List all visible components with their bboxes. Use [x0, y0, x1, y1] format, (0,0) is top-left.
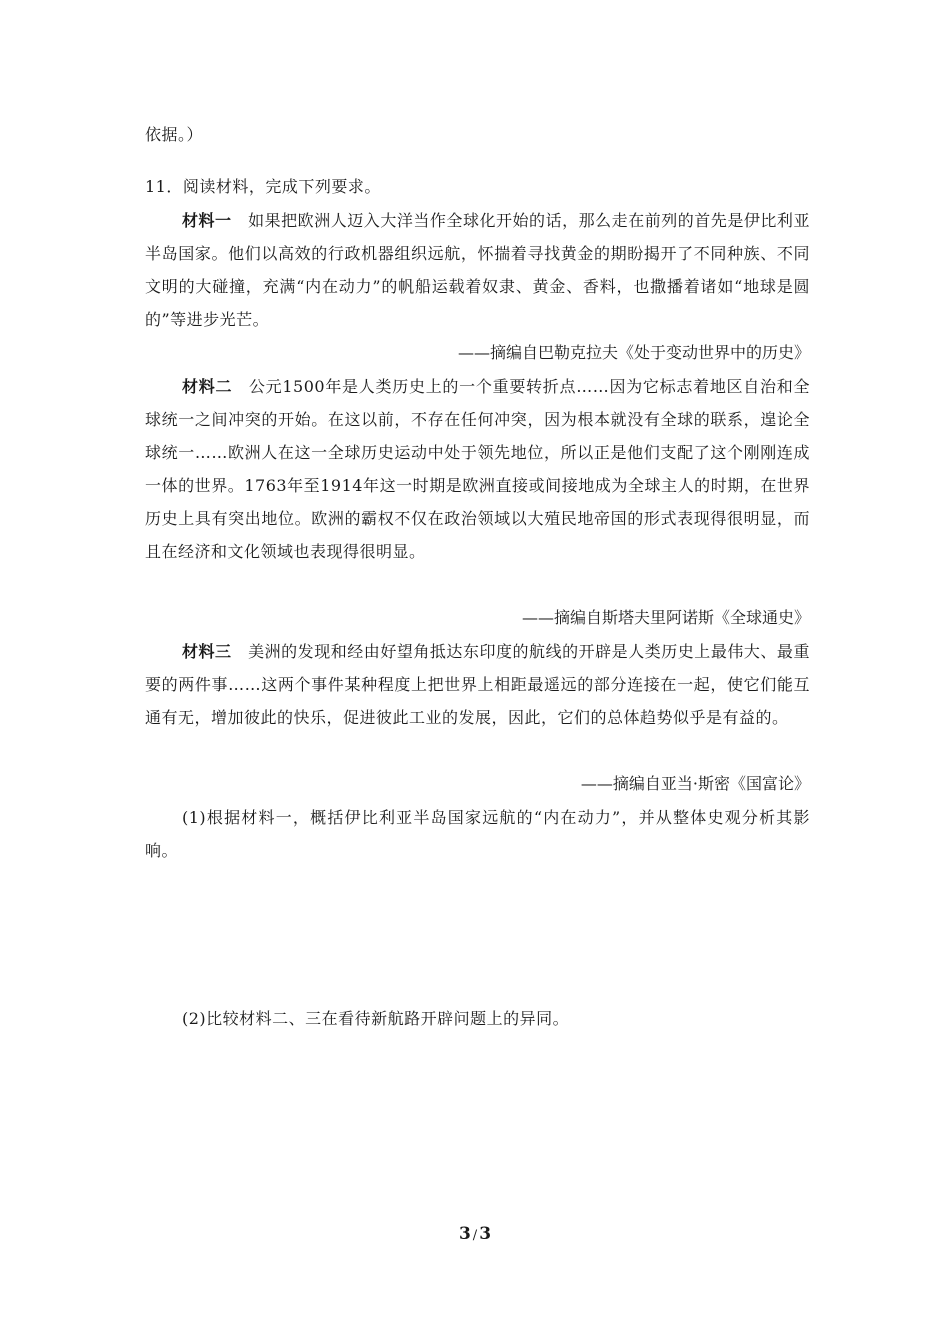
previous-question-fragment: 依据。） — [145, 125, 204, 144]
material-one-label: 材料一 — [182, 211, 232, 230]
material-one-text: 如果把欧洲人迈入大洋当作全球化开始的话，那么走在前列的首先是伊比利亚半岛国家。他们以高效的行政机器组织远航，怀揣着寻找黄金的期盼揭开了不同种族、不同文明的大碰撞，充满“内在动力”的帆船运载着奴隶、黄金、香料，也撒播着诸如“地球是圆的”等进步光芒。 — [145, 211, 810, 329]
material-three-label: 材料三 — [182, 642, 232, 661]
material-two-label: 材料二 — [182, 377, 233, 396]
material-one-paragraph — [145, 204, 810, 336]
page-current: 3 — [458, 1224, 471, 1244]
page-separator: / — [472, 1228, 478, 1243]
material-two-text: 公元1500年是人类历史上的一个重要转折点……因为它标志着地区自治和全球统一之间冲突的开始。在这以前，不存在任何冲突，因为根本就没有全球的联系，遑论全球统一……欧洲人在这一全球历史运动中处于领先地位，所以正是他们支配了这个刚刚连成一体的世界。1763年至1914年这一时期是欧洲直接或间接地成为全球主人的时期，在世界历史上具有突出地位。欧洲的霸权不仅在政治领域以大殖民地帝国的形式表现得很明显，而且在经济和文化领域也表现得很明显。 — [145, 377, 810, 561]
material-two-paragraph — [145, 370, 810, 568]
question-heading: 11．阅读材料，完成下列要求。 — [145, 177, 381, 196]
material-three-text: 美洲的发现和经由好望角抵达东印度的航线的开辟是人类历史上最伟大、最重要的两件事……这两个事件某种程度上把世界上相距最遥远的部分连接在一起，使它们能互通有无，增加彼此的快乐，促进彼此工业的发展，因此，它们的总体趋势似乎是有益的。 — [145, 642, 810, 727]
material-one-source: ——摘编自巴勒克拉夫《处于变动世界中的历史》 — [457, 343, 810, 362]
material-two-source: ——摘编自斯塔夫里阿诺斯《全球通史》 — [521, 608, 810, 627]
page-number — [0, 1222, 950, 1248]
page-total: 3 — [479, 1224, 492, 1244]
material-three-paragraph — [145, 635, 810, 734]
sub-question-2: (2)比较材料二、三在看待新航路开辟问题上的异同。 — [182, 1009, 570, 1028]
sub-question-1: (1)根据材料一，概括伊比利亚半岛国家远航的“内在动力”，并从整体史观分析其影响。 — [145, 808, 810, 860]
material-three-source: ——摘编自亚当·斯密《国富论》 — [580, 774, 810, 793]
